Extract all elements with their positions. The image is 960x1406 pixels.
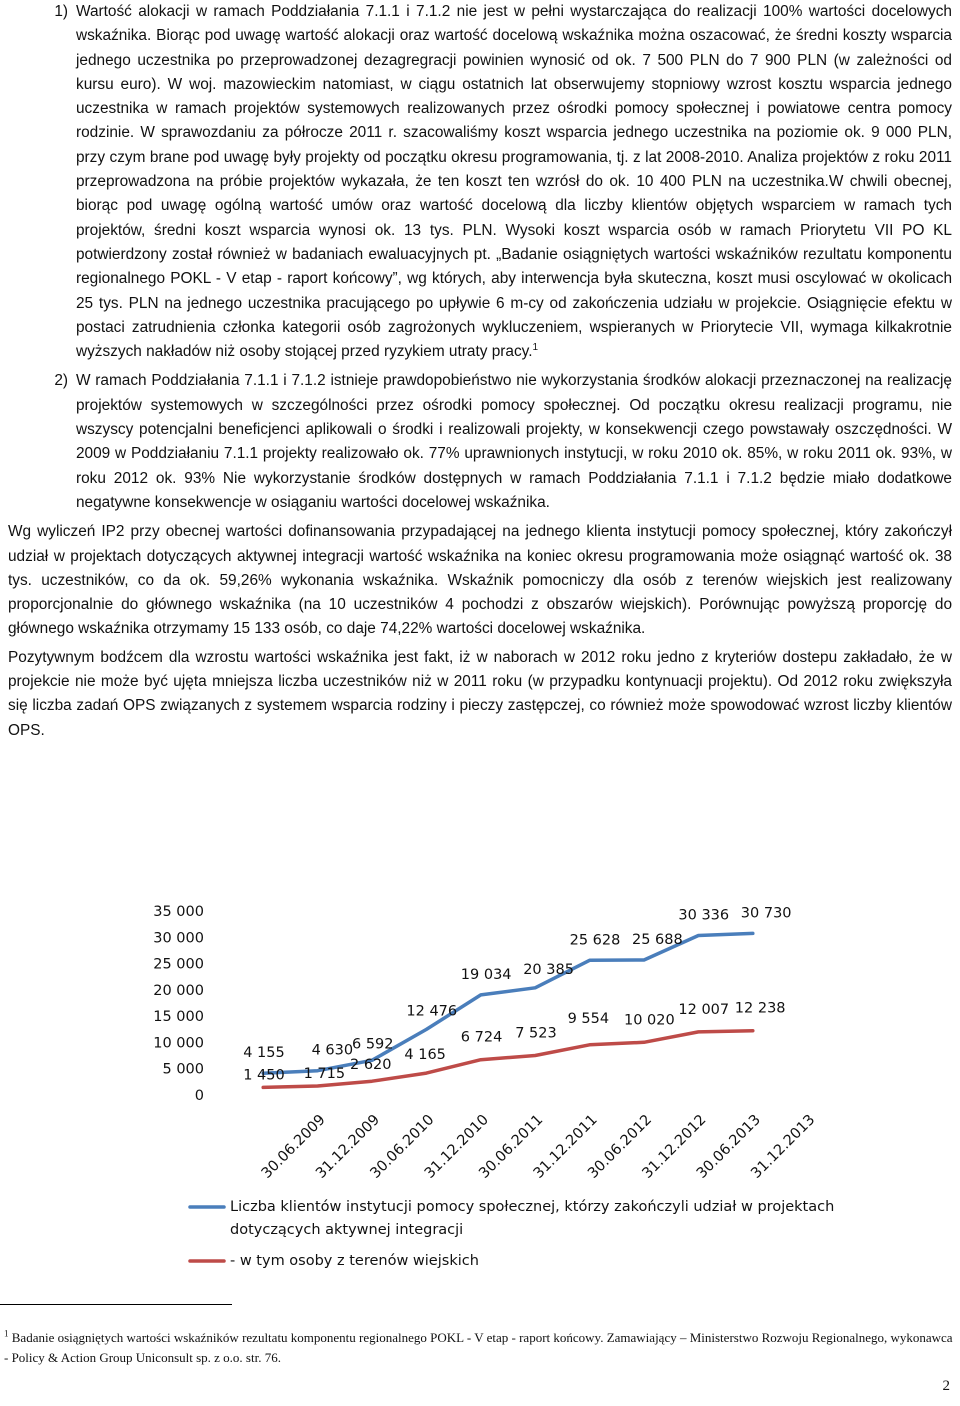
line-chart (140, 893, 835, 1288)
list-item-text: W ramach Poddziałania 7.1.1 i 7.1.2 istnieje prawdopobieństwo nie wykorzystania środków alokacji przeznaczonej na realizację projektów systemowych w szczególności przez ośrodki pomocy społecznej. Od początku okresu realizacji programu, nie wszyscy potencjalni beneficjenci aplikowali o środki i realizowali projekty, w konsekwencji czego powstawały oszczędności. W 2009 w Poddziałaniu 7.1.1 projekty realizowało ok. 77% uprawnionych instytucji, w roku 2010 ok. 85%, w roku 2011 ok. 93%, w roku 2012 ok. 93% Nie wykorzystanie środków dostępnych w ramach Poddziałania 7.1.1 i 7.1.2 będzie miało dodatkowe negatywne konsekwencje w osiąganiu wartości docelowej wskaźnika. (76, 372, 952, 511)
y-tick-label: 30 000 (153, 930, 204, 947)
data-label: 30 730 (740, 905, 792, 922)
x-tick-label: 30.06.2012 (585, 1111, 656, 1182)
data-label: 12 238 (734, 1000, 786, 1017)
numbered-list (8, 0, 952, 515)
paragraph-indicator-estimate: Wg wyliczeń IP2 przy obecnej wartości dofinansowania przypadającej na jednego klienta instytucji pomocy społecznej, który zakończył udział w projektach dotyczących aktywnej integracji wartość wskaźnika na koniec okresu programowania może osiągnąć wartość ok. 38 tys. uczestników, co da ok. 59,26% wykonania wskaźnika. Wskaźnik pomocniczy dla osób z terenów wiejskich jest realizowany proporcjonalnie do głównego wskaźnika (na 10 uczestników 4 pochodzi z obszarów wiejskich). Porównując powyższą proporcję do głównego wskaźnika otrzymamy 15 133 osób, co daje 74,22% wartości docelowej wskaźnika. (8, 523, 952, 638)
chart-svg (140, 893, 835, 1288)
x-tick-label: 31.12.2012 (639, 1111, 710, 1182)
data-label: 1 450 (243, 1067, 285, 1084)
data-label: 9 554 (567, 1010, 610, 1027)
x-tick-label: 30.06.2009 (258, 1111, 329, 1182)
data-label: 6 724 (460, 1029, 503, 1046)
footnote-separator (0, 1304, 232, 1305)
data-label: 12 476 (406, 1003, 458, 1020)
x-tick-label: 31.12.2010 (421, 1111, 492, 1182)
data-label: 4 155 (243, 1045, 285, 1062)
paragraph-positive-factor: Pozytywnym bodźcem dla wzrostu wartości wskaźnika jest fakt, iż w naborach w 2012 roku jedno z kryteriów dostepu zakładało, że w projekcie nie może być ujęta mniejsza liczba uczestników niż w 2011 roku (w przypadku kontynuacji projektu). Od 2012 roku zwiększyła się liczba zadań OPS związanych z systemem wsparcia rodziny i pieczy zastępczej, co również może spowodować wzrost liczby klientów OPS. (8, 648, 952, 739)
x-tick-label: 30.06.2011 (476, 1111, 547, 1182)
footnote-text: Badanie osiągniętych wartości wskaźników rezultatu komponentu regionalnego POKL - V etap - raport końcowy. Zamawiający – Ministerstwo Rozwoju Regionalnego, wykonawca - Policy & Action Group Uniconsult sp. z o.o. str. 76. (4, 1330, 953, 1365)
data-label: 30 336 (678, 907, 730, 924)
data-label: 20 385 (523, 961, 574, 978)
footnote (4, 1328, 954, 1368)
data-label: 6 592 (352, 1036, 394, 1053)
y-tick-label: 20 000 (153, 982, 204, 999)
data-label: 25 628 (569, 932, 621, 949)
data-label: 25 688 (632, 931, 683, 948)
x-tick-label: 30.06.2010 (367, 1111, 438, 1182)
x-tick-label: 31.12.2009 (313, 1111, 384, 1182)
y-tick-label: 10 000 (153, 1035, 204, 1052)
y-tick-label: 15 000 (153, 1009, 204, 1026)
y-tick-label: 5 000 (162, 1061, 204, 1078)
data-label: 4 165 (404, 1047, 446, 1064)
document-body (8, 0, 952, 743)
data-label: 19 034 (460, 966, 512, 983)
x-tick-label: 31.12.2013 (748, 1111, 819, 1182)
y-tick-label: 35 000 (153, 904, 204, 920)
page-number: 2 (942, 1378, 950, 1394)
data-label: 12 007 (678, 1001, 730, 1018)
data-label: 10 020 (624, 1012, 675, 1029)
x-tick-label: 31.12.2011 (530, 1111, 601, 1182)
legend-label-2: - w tym osoby z terenów wiejskich (230, 1253, 479, 1269)
footnote-reference[interactable]: 1 (532, 342, 539, 354)
legend-label-1 (230, 1199, 834, 1238)
y-tick-label: 0 (194, 1088, 204, 1104)
legend-label-line: dotyczących aktywnej integracji (230, 1222, 464, 1238)
list-number: 1) (54, 3, 68, 20)
list-item-1 (8, 0, 952, 364)
y-tick-label: 25 000 (153, 956, 204, 973)
list-number: 2) (54, 372, 68, 390)
list-item-text: Wartość alokacji w ramach Poddziałania 7.1.1 i 7.1.2 nie jest w pełni wystarczająca do realizacji 100% wartości docelowych wskaźnika. Biorąc pod uwagę wartość alokacji oraz wartość docelową wskaźnika można oszacować, że średni koszty wsparcia jednego uczestnika po przeprowadzonej dezagregracji powinien wynosić od ok. 7 500 PLN do 7 900 PLN (w zależności od kursu euro). W woj. mazowieckim natomiast, w ciągu ostatnich lat obserwujemy stopniowy wzrost kosztu wsparcia jednego uczestnika w ramach projektów systemowych realizowanych przez ośrodki pomocy społecznej i powiatowe centra pomocy rodzinie. W sprawozdaniu za półrocze 2011 r. szacowaliśmy koszt wsparcia jednego uczestnika na poziomie ok. 9 000 PLN, przy czym brane pod uwagę były projekty od początku okresu programowania, tj. z lat 2008-2010. Analiza projektów z roku 2011 przeprowadzona na próbie projektów wykazała, że ten koszt ten wzrósł do ok. 10 400 PLN na uczestnika.W chwili obecnej, biorąc pod uwagę ogólną wartość umów oraz wartość docelową dla liczby klientów objętych wsparciem w ramach tych projektów, średni koszt wsparcia wynosi ok. 13 tys. PLN. Wysoki koszt wsparcia osób w ramach Priorytetu VII PO KL potwierdzony został również w badaniach ewaluacyjnych pt. „Badanie osiągniętych wartości wskaźników rezultatu komponentu regionalnego POKL - V etap - raport końcowy”, wg których, aby interwencja była skuteczna, koszt musi oscylować w okolicach 25 tys. PLN na jednego uczestnika pracującego po upływie 6 m-cy od zakończenia udziału w projekcie. Osiągnięcie efektu w postaci zatrudnienia członka kategorii osób zagrożonych wykluczeniem, wspieranych w Priorytecie VII, wymaga kilkakrotnie wyższych nakładów niż osoby stojącej przed ryzykiem utraty pracy.$^1$ (76, 3, 952, 361)
list-item-2 (8, 369, 952, 515)
data-label: 1 715 (303, 1065, 346, 1082)
data-label: 7 523 (515, 1025, 557, 1042)
x-tick-label: 30.06.2013 (693, 1111, 764, 1182)
data-label: 4 630 (311, 1042, 354, 1059)
footnote-number: 1 (4, 1328, 9, 1339)
data-label: 2 620 (350, 1057, 392, 1074)
legend-label-line: Liczba klientów instytucji pomocy społecznej, którzy zakończyli udział w projektach (230, 1199, 835, 1215)
